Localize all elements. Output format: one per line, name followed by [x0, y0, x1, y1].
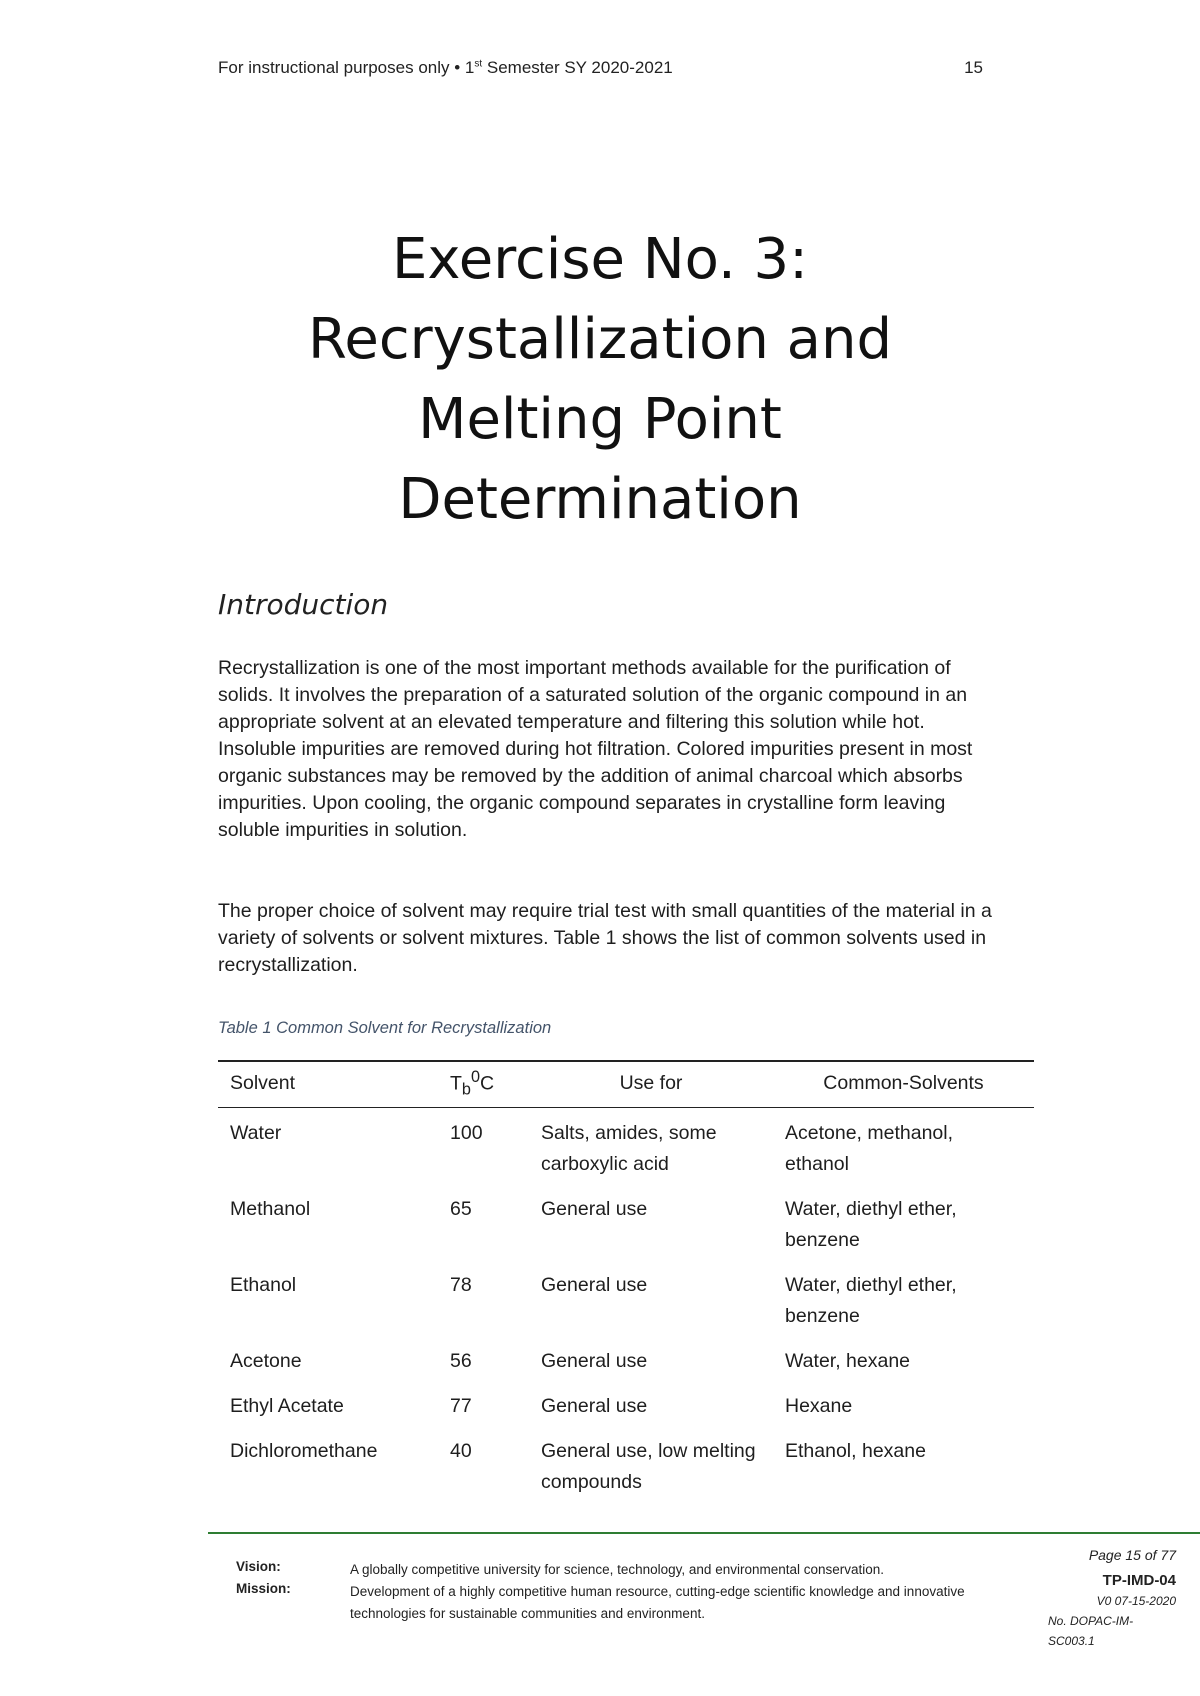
cell-solvent: Ethyl Acetate: [230, 1395, 344, 1418]
footer-divider: [208, 1532, 1200, 1534]
cell-common-solvents: Ethanol, hexane: [785, 1440, 926, 1463]
vision-text: A globally competitive university for science, technology, and environmental conservation.: [350, 1562, 885, 1577]
cell-boiling-point: 77: [450, 1395, 472, 1418]
document-control: [1036, 1545, 1176, 1651]
cell-solvent: Ethanol: [230, 1274, 297, 1297]
cell-use-for: General use: [541, 1198, 648, 1221]
table-row: [218, 1426, 1034, 1502]
cell-solvent: Acetone: [230, 1350, 302, 1373]
cell-boiling-point: 78: [450, 1274, 472, 1297]
cell-use-for: General use: [541, 1350, 648, 1373]
header-use-for: Use for: [529, 1061, 773, 1108]
intro-paragraph-1: Recrystallization is one of the most important methods available for the purification of solids. It involves the preparation of a saturated solution of the organic compound in an appropriate solvent at an elevated temperature and filtering this solution while hot. Insoluble impurities are removed during hot filtration. Colored impurities present in most organic substances may be removed by the addition of animal charcoal which absorbs impurities. Upon cooling, the organic compound separates in crystalline form leaving soluble impurities in solution.: [218, 657, 973, 841]
vision-label: Vision:: [236, 1559, 281, 1574]
intro-paragraph-2: The proper choice of solvent may require trial test with small quantities of the material in a variety of solvents or solvent mixtures. Table 1 shows the list of common solvents used in recrystallization.: [218, 900, 992, 976]
cell-use-for: General use, low melting compounds: [541, 1440, 756, 1494]
page-of-label: Page 15 of 77: [1088, 1547, 1176, 1563]
title-line: Exercise No. 3:: [391, 227, 809, 292]
table-header-row: [218, 1061, 1034, 1108]
page-title: [150, 220, 1050, 540]
mission-label: Mission:: [236, 1581, 291, 1596]
table-caption: Table 1 Common Solvent for Recrystallization: [218, 1019, 552, 1037]
cell-use-for: General use: [541, 1395, 648, 1418]
table-row: [218, 1381, 1034, 1426]
version-label: V0 07-15-2020: [1096, 1594, 1176, 1608]
cell-boiling-point: 40: [450, 1440, 472, 1463]
cell-common-solvents: Acetone, methanol, ethanol: [785, 1122, 954, 1176]
section-heading: Introduction: [218, 588, 389, 621]
cell-solvent: Water: [230, 1122, 282, 1145]
header-text: For instructional purposes only • 1st Semester SY 2020-2021: [218, 58, 673, 77]
title-line: Melting Point: [418, 387, 782, 452]
cell-common-solvents: Hexane: [785, 1395, 853, 1418]
header-solvent: Solvent: [218, 1061, 438, 1108]
table-row: [218, 1260, 1034, 1336]
title-line: Recrystallization and: [307, 307, 893, 372]
cell-solvent: Methanol: [230, 1198, 311, 1221]
doc-code: TP-IMD-04: [1102, 1572, 1176, 1589]
header-common-solvents: Common-Solvents: [773, 1061, 1034, 1108]
table-row: [218, 1108, 1034, 1185]
cell-solvent: Dichloromethane: [230, 1440, 378, 1463]
cell-boiling-point: 65: [450, 1198, 472, 1221]
cell-boiling-point: 100: [450, 1122, 483, 1145]
cell-boiling-point: 56: [450, 1350, 472, 1373]
cell-common-solvents: Water, hexane: [785, 1350, 911, 1373]
table-row: [218, 1336, 1034, 1381]
header-page-number: 15: [964, 58, 983, 77]
cell-use-for: General use: [541, 1274, 648, 1297]
solvent-table: [218, 1060, 1034, 1502]
header-boiling-point: $T_b^0C$: [438, 1061, 529, 1108]
title-line: Determination: [398, 467, 802, 532]
table-row: [218, 1184, 1034, 1260]
page-footer: [236, 1545, 1176, 1685]
page-header: [218, 58, 983, 78]
reference-number: No. DOPAC-IM-SC003.1: [1048, 1614, 1134, 1648]
cell-common-solvents: Water, diethyl ether, benzene: [785, 1274, 957, 1328]
cell-common-solvents: Water, diethyl ether, benzene: [785, 1198, 957, 1252]
mission-text: Development of a highly competitive human resource, cutting-edge scientific knowledge and innovative technologies for sustainable communities and environment.: [350, 1584, 965, 1621]
cell-use-for: Salts, amides, some carboxylic acid: [541, 1122, 717, 1176]
